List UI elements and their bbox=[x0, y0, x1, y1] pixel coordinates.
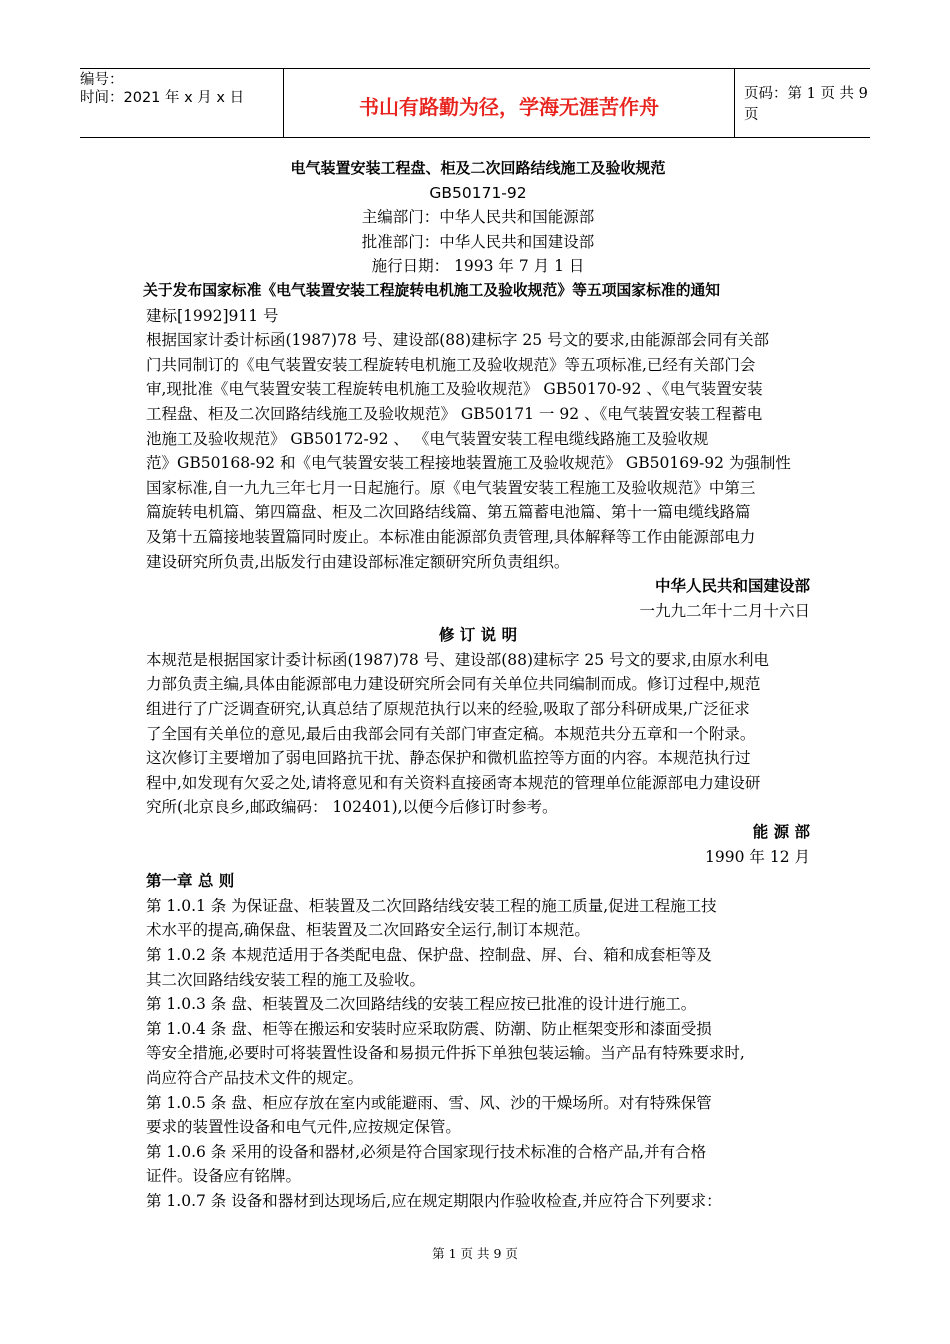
notice-line: 审,现批准《电气装置安装工程旋转电机施工及验收规范》 GB50170-92 、《电气装置安装 bbox=[146, 380, 763, 399]
revision-date: 1990 年 12 月 bbox=[705, 847, 810, 866]
doc-title: 电气装置安装工程盘、柜及二次回路结线施工及验收规范 bbox=[290, 159, 666, 177]
time-label: 时间：2021 年 x 月 x 日 bbox=[80, 90, 245, 106]
revision-line: 力部负责主编,具体由能源部电力建设研究所会同有关单位共同编制而成。修订过程中,规范 bbox=[146, 675, 761, 694]
article-line: 证件。设备应有铭牌。 bbox=[146, 1167, 302, 1186]
revision-body bbox=[146, 648, 810, 820]
article-line: 第 1.0.2 条 本规范适用于各类配电盘、保护盘、控制盘、屏、台、箱和成套柜等及 bbox=[146, 946, 712, 964]
doc-effective-date: 施行日期： 1993 年 7 月 1 日 bbox=[371, 257, 585, 276]
article-line: 第 1.0.5 条 盘、柜应存放在室内或能避雨、雪、风、沙的干燥场所。对有特殊保管 bbox=[146, 1093, 712, 1112]
revision-line: 组进行了广泛调查研究,认真总结了原规范执行以来的经验,吸取了部分科研成果,广泛征求 bbox=[146, 700, 750, 719]
doc-code: GB50171-92 bbox=[429, 183, 527, 202]
notice-line: 工程盘、柜及二次回路结线施工及验收规范》 GB50171 一 92 、《电气装置安装工程蓄电 bbox=[146, 404, 763, 423]
article-line: 第 1.0.7 条 设备和器材到达现场后,应在规定期限内作验收检查,并应符合下列要求： bbox=[146, 1191, 722, 1210]
notice-line: 门共同制订的《电气装置安装工程旋转电机施工及验收规范》等五项标准,已经有关部门会 bbox=[146, 355, 756, 374]
revision-heading: 修 订 说 明 bbox=[438, 626, 518, 645]
notice-line: 及第十五篇接地装置篇同时废止。本标准由能源部负责管理,具体解释等工作由能源部电力 bbox=[146, 527, 756, 546]
article-line: 第 1.0.3 条 盘、柜装置及二次回路结线的安装工程应按已批准的设计进行施工。 bbox=[146, 995, 697, 1014]
notice-line: 建设研究所负责,出版发行由建设部标准定额研究所负责组织。 bbox=[146, 552, 570, 571]
article-line: 尚应符合产品技术文件的规定。 bbox=[146, 1068, 364, 1087]
article-line: 第 1.0.6 条 采用的设备和器材,必须是符合国家现行技术标准的合格产品,并有合格 bbox=[146, 1142, 707, 1161]
article-line: 术水平的提高,确保盘、柜装置及二次回路安全运行,制订本规范。 bbox=[146, 921, 590, 940]
notice-line: 篇旋转电机篇、第四篇盘、柜及二次回路结线篇、第五篇蓄电池篇、第十一篇电缆线路篇 bbox=[146, 503, 751, 522]
revision-signer: 能 源 部 bbox=[752, 823, 810, 842]
doc-editor: 主编部门：中华人民共和国能源部 bbox=[361, 208, 595, 227]
chapter-body bbox=[146, 894, 810, 1214]
revision-line: 程中,如发现有欠妥之处,请将意见和有关资料直接函寄本规范的管理单位能源部电力建设研 bbox=[146, 773, 761, 792]
header-meta bbox=[80, 69, 283, 137]
revision-line: 究所(北京良乡,邮政编码： 102401),以便今后修订时参考。 bbox=[146, 798, 558, 817]
page-footer: 第 1 页 共 9 页 bbox=[432, 1246, 518, 1261]
header-page-info: 页码：第 1 页 共 9 页 bbox=[744, 86, 868, 123]
header-motto: 书山有路勤为径，学海无涯苦作舟 bbox=[283, 69, 735, 137]
notice-date: 一九九二年十二月十六日 bbox=[639, 601, 810, 620]
article-line: 第 1.0.4 条 盘、柜等在搬运和安装时应采取防震、防潮、防止框架变形和漆面受损 bbox=[146, 1019, 712, 1038]
document-body bbox=[143, 156, 810, 1214]
notice-body bbox=[146, 328, 810, 574]
serial-label: 编号： bbox=[80, 72, 124, 88]
notice-line: 根据国家计委计标函(1987)78 号、建设部(88)建标字 25 号文的要求,由能源部会同有关部 bbox=[146, 331, 770, 350]
article-line: 要求的装置性设备和电气元件,应按规定保管。 bbox=[146, 1118, 461, 1137]
article-line: 等安全措施,必要时可将装置性设备和易损元件拆下单独包装运输。当产品有特殊要求时, bbox=[146, 1044, 745, 1063]
notice-line: 范》GB50168-92 和《电气装置安装工程接地装置施工及验收规范》 GB50169-92 为强制性 bbox=[146, 454, 791, 473]
article-line: 第 1.0.1 条 为保证盘、柜装置及二次回路结线安装工程的施工质量,促进工程施工技 bbox=[146, 896, 717, 915]
doc-approver: 批准部门：中华人民共和国建设部 bbox=[361, 232, 595, 251]
notice-signer: 中华人民共和国建设部 bbox=[654, 577, 810, 596]
notice-heading: 关于发布国家标准《电气装置安装工程旋转电机施工及验收规范》等五项国家标准的通知 bbox=[143, 281, 721, 299]
notice-line: 池施工及验收规范》 GB50172-92 、 《电气装置安装工程电缆线路施工及验收规 bbox=[146, 429, 709, 448]
chapter-heading: 第一章 总 则 bbox=[146, 872, 235, 891]
notice-ref: 建标[1992]911 号 bbox=[146, 306, 279, 325]
revision-line: 本规范是根据国家计委计标函(1987)78 号、建设部(88)建标字 25 号文的要求,由原水利电 bbox=[146, 650, 770, 669]
notice-line: 国家标准,自一九九三年七月一日起施行。原《电气装置安装工程施工及验收规范》中第三 bbox=[146, 478, 756, 497]
revision-line: 了全国有关单位的意见,最后由我部会同有关部门审查定稿。本规范共分五章和一个附录。 bbox=[146, 724, 756, 743]
page-header bbox=[80, 68, 870, 138]
revision-line: 这次修订主要增加了弱电回路抗干扰、静态保护和微机监控等方面的内容。本规范执行过 bbox=[146, 749, 751, 768]
article-line: 其二次回路结线安装工程的施工及验收。 bbox=[146, 970, 426, 989]
